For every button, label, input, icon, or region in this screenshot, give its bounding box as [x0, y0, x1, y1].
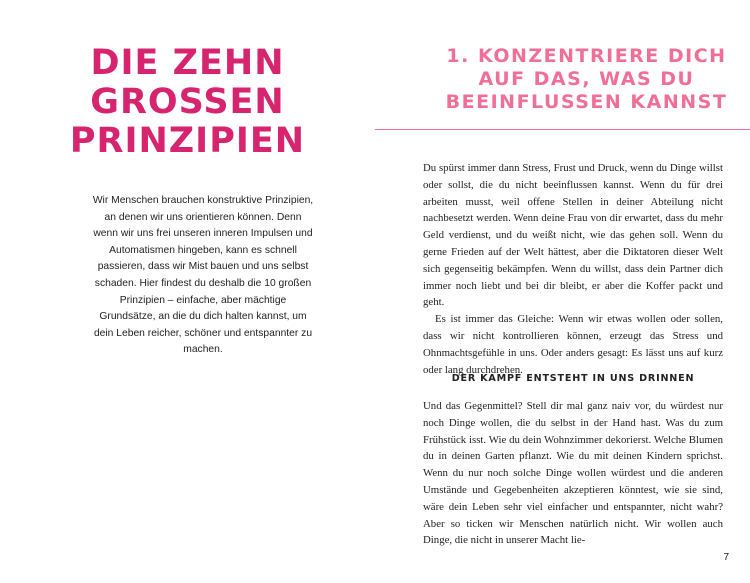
- body-text-block-1: [423, 160, 723, 378]
- left-title-line: PRINZIPIEN: [69, 121, 306, 161]
- chapter-title-line: AUF DAS, WAS DU: [478, 68, 695, 90]
- page-number: 7: [723, 552, 729, 563]
- chapter-title-line: 1. KONZENTRIERE DICH: [446, 45, 727, 67]
- body-paragraph: Du spürst immer dann Stress, Frust und Druck, wenn du Dinge willst oder sollst, die du nicht beeinflussen kannst. Wenn du für drei arbeiten musst, weil offene Stellen in deiner Abteilung nicht nachbesetzt werden. Wenn deine Frau von dir erwartet, dass du mehr Geld verdienst, und du weißt nicht, wie das gehen soll. Wenn du gerne Frieden auf der Welt hättest, aber die Diktatoren dieser Welt sich gegenseitig bekämpfen. Wenn du willst, dass dein Partner dich immer noch liebt und bei dir bleibt, er aber die Koffer packt und geht.: [423, 162, 723, 309]
- title-divider: [375, 129, 750, 130]
- left-page-title: [40, 44, 335, 161]
- left-title-line: DIE ZEHN: [90, 43, 285, 83]
- right-page: [375, 0, 750, 583]
- chapter-title: [423, 45, 750, 114]
- section-subheading: DER KAMPF ENTSTEHT IN UNS DRINNEN: [451, 373, 695, 384]
- intro-paragraph: Wir Menschen brauchen konstruktive Prinzipien, an denen wir uns orientieren können. Denn wenn wir uns frei unseren inneren Impulsen und Automatismen hingeben, kann es schnell passieren, dass wir Mist bauen und uns selbst schaden. Hier findest du deshalb die 10 großen Prinzipien – einfache, aber mächtige Grundsätze, an die du dich halten kannst, um dein Leben reicher, schöner und entspannter zu machen.: [92, 195, 314, 356]
- body-paragraph: Und das Gegenmittel? Stell dir mal ganz naiv vor, du würdest nur noch Dinge wollen, die du selbst in der Hand hast. Was du zum Frühstück isst. Wie du dein Wohnzimmer dekorierst. Welche Blumen du in deinen Garten pflanzt. Wie du mit deinen Kindern sprichst. Wenn du nur noch solche Dinge wollen würdest und die anderen Umstände und Gegebenheiten akzeptieren könntest, wie sie sind, wäre dein Leben sehr viel einfacher und entspannter, nicht wahr? Aber so ticken wir Menschen natürlich nicht. Wir wollen auch Dinge, die nicht in unserer Macht lie-: [423, 400, 723, 547]
- body-paragraph: Es ist immer das Gleiche: Wenn wir etwas wollen oder sollen, dass wir nicht kontrollieren können, erzeugt das Stress und Ohnmachtsgefühle in uns. Oder anders gesagt: Es lässt uns auf kurz oder lang durchdrehen.: [423, 313, 723, 376]
- left-title-line: GROSSEN: [90, 82, 285, 122]
- chapter-title-line: BEEINFLUSSEN KANNST: [445, 91, 728, 113]
- body-text-block-2: [423, 398, 723, 549]
